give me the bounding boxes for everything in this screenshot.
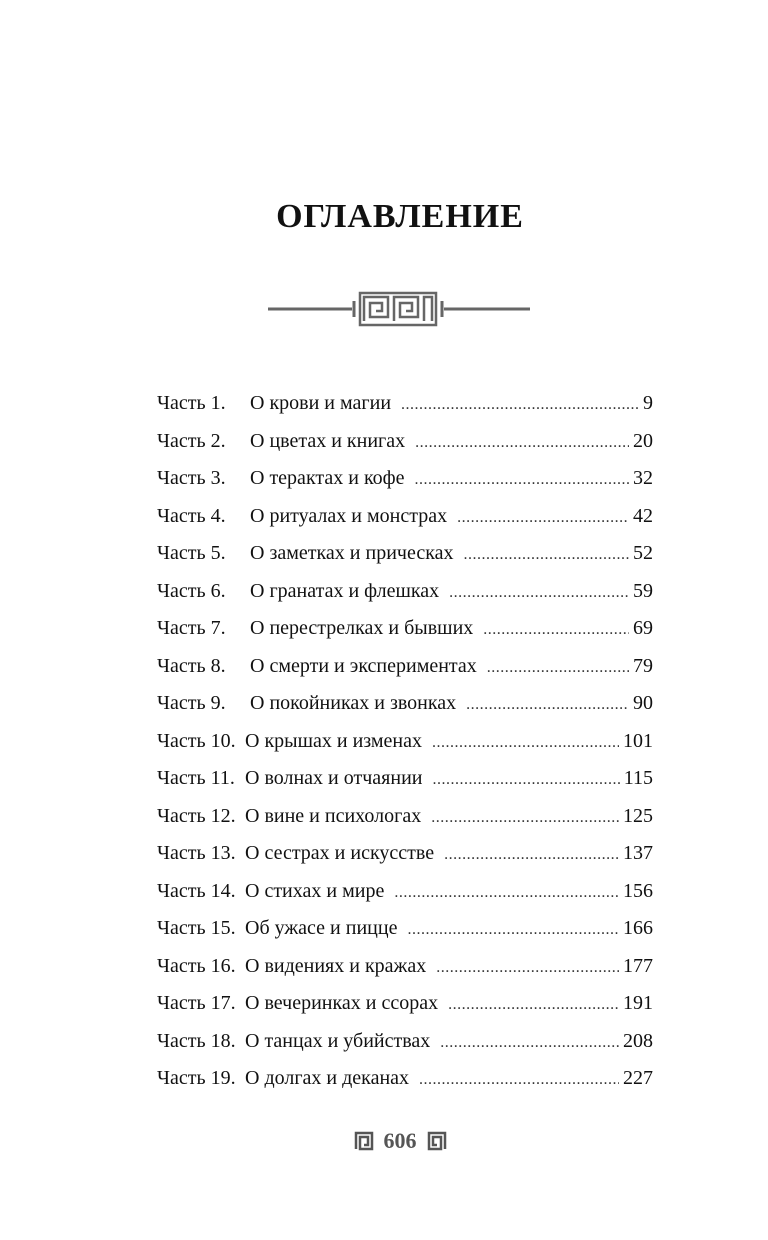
toc-title: О заметках и прическах bbox=[250, 542, 454, 564]
title-ornament bbox=[268, 290, 530, 328]
toc-entry[interactable] bbox=[157, 692, 653, 730]
toc-leader-dots bbox=[444, 846, 619, 864]
toc-page-number: 42 bbox=[633, 504, 653, 527]
page-title: ОГЛАВЛЕНИЕ bbox=[276, 198, 524, 235]
toc-page-number: 115 bbox=[623, 767, 653, 789]
toc-entry[interactable] bbox=[157, 392, 653, 430]
toc-entry[interactable] bbox=[157, 542, 653, 580]
toc-leader-dots bbox=[440, 1034, 619, 1052]
toc-part-number: Часть 14. bbox=[157, 879, 236, 902]
toc-title: О гранатах и флешках bbox=[250, 579, 440, 602]
toc-leader-dots bbox=[448, 996, 619, 1014]
toc-title: О волнах и отчаянии bbox=[245, 767, 423, 789]
toc-title: О покойниках и звонках bbox=[250, 692, 457, 714]
toc-leader-dots bbox=[457, 509, 629, 527]
toc-page-number: 90 bbox=[633, 692, 653, 714]
toc-page-number: 191 bbox=[623, 992, 653, 1014]
toc-leader-dots bbox=[394, 884, 619, 902]
toc-entry[interactable] bbox=[157, 617, 653, 655]
toc-leader-dots bbox=[415, 434, 629, 452]
toc-part-number: Часть 19. bbox=[157, 1067, 236, 1089]
toc-page-number: 20 bbox=[633, 429, 653, 452]
toc-page-number: 166 bbox=[623, 917, 653, 939]
toc-page-number: 208 bbox=[623, 1029, 653, 1052]
toc-title: О цветах и книгах bbox=[250, 429, 406, 452]
toc-title: О видениях и кражах bbox=[245, 954, 427, 977]
toc-page-number: 52 bbox=[633, 542, 653, 564]
toc-part-number: Часть 16. bbox=[157, 954, 236, 977]
toc-part-number: Часть 11. bbox=[157, 767, 235, 789]
table-of-contents bbox=[157, 392, 653, 1105]
toc-entry[interactable] bbox=[157, 767, 653, 805]
toc-title: О стихах и мире bbox=[245, 879, 385, 902]
toc-title: О долгах и деканах bbox=[245, 1067, 410, 1089]
toc-title: О перестрелках и бывших bbox=[250, 617, 474, 639]
toc-part-number: Часть 3. bbox=[157, 467, 226, 489]
toc-part-number: Часть 12. bbox=[157, 804, 236, 827]
toc-part-number: Часть 17. bbox=[157, 992, 236, 1014]
toc-part-number: Часть 18. bbox=[157, 1029, 236, 1052]
greek-key-icon bbox=[427, 1131, 447, 1151]
page-footer bbox=[0, 1128, 768, 1154]
toc-part-number: Часть 4. bbox=[157, 504, 226, 527]
toc-part-number: Часть 13. bbox=[157, 842, 236, 864]
toc-entry[interactable] bbox=[157, 730, 653, 768]
toc-page-number: 227 bbox=[623, 1067, 653, 1089]
toc-title: О терактах и кофе bbox=[250, 467, 405, 489]
toc-title: О вине и психологах bbox=[245, 804, 422, 827]
toc-entry[interactable] bbox=[157, 842, 653, 880]
toc-title: О ритуалах и монстрах bbox=[250, 504, 448, 527]
toc-leader-dots bbox=[401, 396, 639, 414]
toc-page-number: 9 bbox=[643, 392, 653, 414]
toc-entry[interactable] bbox=[157, 955, 653, 993]
toc-part-number: Часть 8. bbox=[157, 654, 226, 677]
toc-part-number: Часть 9. bbox=[157, 692, 226, 714]
toc-title: Об ужасе и пицце bbox=[245, 917, 398, 939]
toc-entry[interactable] bbox=[157, 805, 653, 843]
toc-leader-dots bbox=[432, 771, 619, 789]
toc-entry[interactable] bbox=[157, 430, 653, 468]
greek-key-icon bbox=[354, 1131, 374, 1151]
greek-key-icon bbox=[360, 293, 436, 325]
toc-page-number: 69 bbox=[633, 617, 653, 639]
toc-entry[interactable] bbox=[157, 655, 653, 693]
toc-part-number: Часть 15. bbox=[157, 917, 236, 939]
toc-leader-dots bbox=[466, 696, 629, 714]
toc-entry[interactable] bbox=[157, 1030, 653, 1068]
toc-entry[interactable] bbox=[157, 467, 653, 505]
toc-page-number: 79 bbox=[633, 654, 653, 677]
toc-title: О сестрах и искусстве bbox=[245, 842, 435, 864]
toc-part-number: Часть 5. bbox=[157, 542, 226, 564]
toc-page-number: 59 bbox=[633, 579, 653, 602]
toc-entry[interactable] bbox=[157, 1067, 653, 1105]
toc-title: О смерти и экспериментах bbox=[250, 654, 477, 677]
toc-part-number: Часть 1. bbox=[157, 392, 226, 414]
toc-leader-dots bbox=[432, 734, 619, 752]
toc-part-number: Часть 2. bbox=[157, 429, 226, 452]
toc-page-number: 156 bbox=[623, 879, 653, 902]
toc-title: О крышах и изменах bbox=[245, 729, 423, 752]
toc-entry[interactable] bbox=[157, 992, 653, 1030]
toc-part-number: Часть 10. bbox=[157, 729, 236, 752]
page-number: 606 bbox=[383, 1128, 417, 1153]
toc-page-number: 32 bbox=[633, 467, 653, 489]
toc-title: О крови и магии bbox=[250, 392, 392, 414]
toc-page-number: 101 bbox=[623, 729, 653, 752]
toc-entry[interactable] bbox=[157, 505, 653, 543]
toc-entry[interactable] bbox=[157, 917, 653, 955]
toc-leader-dots bbox=[407, 921, 619, 939]
toc-leader-dots bbox=[431, 809, 619, 827]
toc-page-number: 177 bbox=[623, 954, 653, 977]
toc-page-number: 137 bbox=[623, 842, 653, 864]
toc-part-number: Часть 7. bbox=[157, 617, 226, 639]
toc-entry[interactable] bbox=[157, 580, 653, 618]
toc-leader-dots bbox=[483, 621, 629, 639]
toc-leader-dots bbox=[436, 959, 619, 977]
toc-leader-dots bbox=[487, 659, 629, 677]
toc-part-number: Часть 6. bbox=[157, 579, 226, 602]
toc-page-number: 125 bbox=[623, 804, 653, 827]
toc-title: О вечеринках и ссорах bbox=[245, 992, 439, 1014]
toc-leader-dots bbox=[464, 546, 630, 564]
toc-leader-dots bbox=[415, 471, 630, 489]
toc-leader-dots bbox=[449, 584, 629, 602]
toc-entry[interactable] bbox=[157, 880, 653, 918]
toc-leader-dots bbox=[419, 1071, 619, 1089]
toc-title: О танцах и убийствах bbox=[245, 1029, 431, 1052]
